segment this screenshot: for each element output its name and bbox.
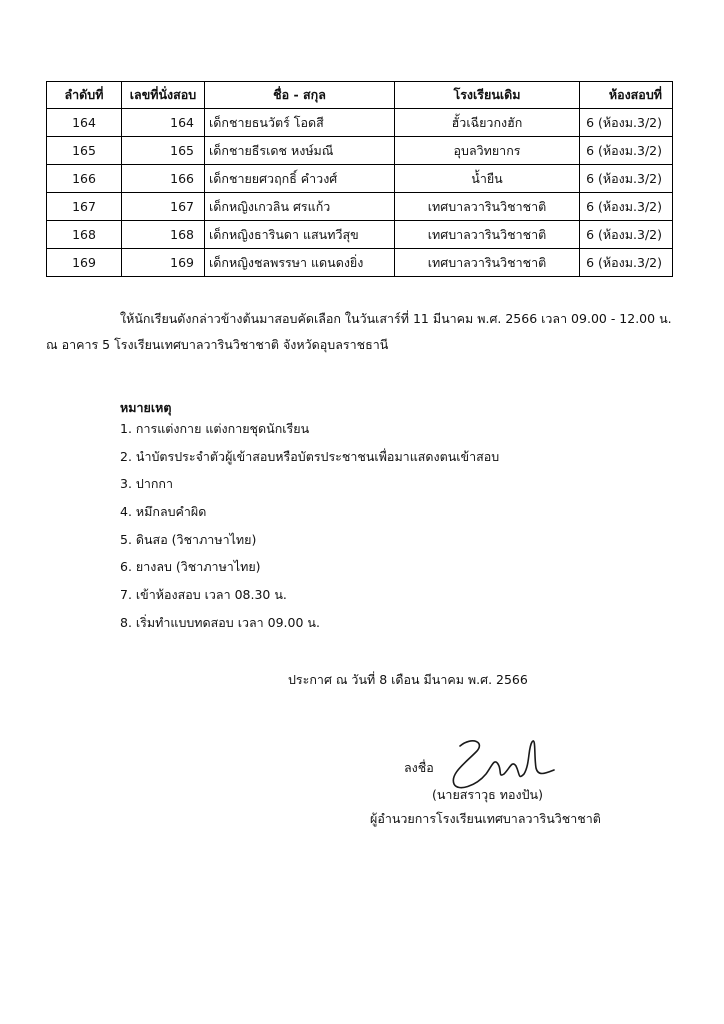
header-exam-room: ห้องสอบที่ — [580, 82, 673, 109]
cell-order: 168 — [47, 221, 122, 249]
table-row — [47, 137, 673, 165]
cell-name: เด็กชายธนวัตร์ โอดสี — [205, 109, 395, 137]
signer-name: (นายสราวุธ ทองปัน) — [432, 787, 543, 802]
cell-order: 169 — [47, 249, 122, 277]
list-item: 5. ดินสอ (วิชาภาษาไทย) — [120, 531, 257, 547]
cell-room: 6 (ห้องม.3/2) — [580, 193, 673, 221]
announcement-date: ประกาศ ณ วันที่ 8 เดือน มีนาคม พ.ศ. 2566 — [288, 672, 528, 687]
cell-room: 6 (ห้องม.3/2) — [580, 137, 673, 165]
exam-room-table — [46, 81, 673, 277]
table-row — [47, 193, 673, 221]
cell-name: เด็กหญิงชลพรรษา แดนดงยิ่ง — [205, 249, 395, 277]
cell-name: เด็กหญิงเกวลิน ศรแก้ว — [205, 193, 395, 221]
cell-room: 6 (ห้องม.3/2) — [580, 249, 673, 277]
list-item: 3. ปากกา — [120, 476, 174, 492]
table-row — [47, 221, 673, 249]
cell-seat: 168 — [122, 221, 205, 249]
signer-position: ผู้อำนวยการโรงเรียนเทศบาลวารินวิชาชาติ — [370, 811, 601, 826]
cell-order: 164 — [47, 109, 122, 137]
cell-room: 6 (ห้องม.3/2) — [580, 221, 673, 249]
list-item: 7. เข้าห้องสอบ เวลา 08.30 น. — [120, 587, 287, 603]
header-former-school: โรงเรียนเดิม — [395, 82, 580, 109]
cell-seat: 165 — [122, 137, 205, 165]
cell-name: เด็กหญิงธารินดา แสนทวีสุข — [205, 221, 395, 249]
cell-name: เด็กชายยศวฤกธิ์ คำวงศ์ — [205, 165, 395, 193]
list-item: 6. ยางลบ (วิชาภาษาไทย) — [120, 559, 261, 575]
cell-name: เด็กชายธีรเดช หงษ์มณี — [205, 137, 395, 165]
table-header-row — [47, 82, 673, 109]
cell-seat: 164 — [122, 109, 205, 137]
header-seat-number: เลขที่นั่งสอบ — [122, 82, 205, 109]
cell-seat: 166 — [122, 165, 205, 193]
list-item: 4. หมึกลบคำผิด — [120, 504, 207, 520]
table-row — [47, 165, 673, 193]
intro-line-2: ณ อาคาร 5 โรงเรียนเทศบาลวารินวิชาชาติ จังหวัดอุบลราชธานี — [46, 337, 389, 352]
cell-room: 6 (ห้องม.3/2) — [580, 165, 673, 193]
cell-school: ฮั้วเฉียวกงฮัก — [395, 109, 580, 137]
cell-seat: 167 — [122, 193, 205, 221]
cell-order: 167 — [47, 193, 122, 221]
list-item: 8. เริ่มทำแบบทดสอบ เวลา 09.00 น. — [120, 614, 320, 630]
list-item: 1. การแต่งกาย แต่งกายชุดนักเรียน — [120, 421, 310, 436]
cell-school: อุบลวิทยากร — [395, 137, 580, 165]
notes-list — [120, 420, 499, 642]
table-row — [47, 109, 673, 137]
list-item: 2. นำบัตรประจำตัวผู้เข้าสอบหรือบัตรประชาชนเพื่อมาแสดงตนเข้าสอบ — [120, 448, 500, 464]
cell-school: เทศบาลวารินวิชาชาติ — [395, 249, 580, 277]
table-row — [47, 249, 673, 277]
cell-seat: 169 — [122, 249, 205, 277]
cell-order: 166 — [47, 165, 122, 193]
signature-label: ลงชื่อ — [404, 760, 434, 775]
cell-school: เทศบาลวารินวิชาชาติ — [395, 193, 580, 221]
header-order-number: ลำดับที่ — [47, 82, 122, 109]
header-full-name: ชื่อ - สกุล — [205, 82, 395, 109]
notes-title: หมายเหตุ — [120, 400, 172, 415]
cell-school: เทศบาลวารินวิชาชาติ — [395, 221, 580, 249]
cell-room: 6 (ห้องม.3/2) — [580, 109, 673, 137]
intro-line-1: ให้นักเรียนดังกล่าวข้างต้นมาสอบคัดเลือก ในวันเสาร์ที่ 11 มีนาคม พ.ศ. 2566 เวลา 09.00 - 12.00 น. — [120, 311, 672, 326]
cell-school: น้ำยืน — [395, 165, 580, 193]
cell-order: 165 — [47, 137, 122, 165]
